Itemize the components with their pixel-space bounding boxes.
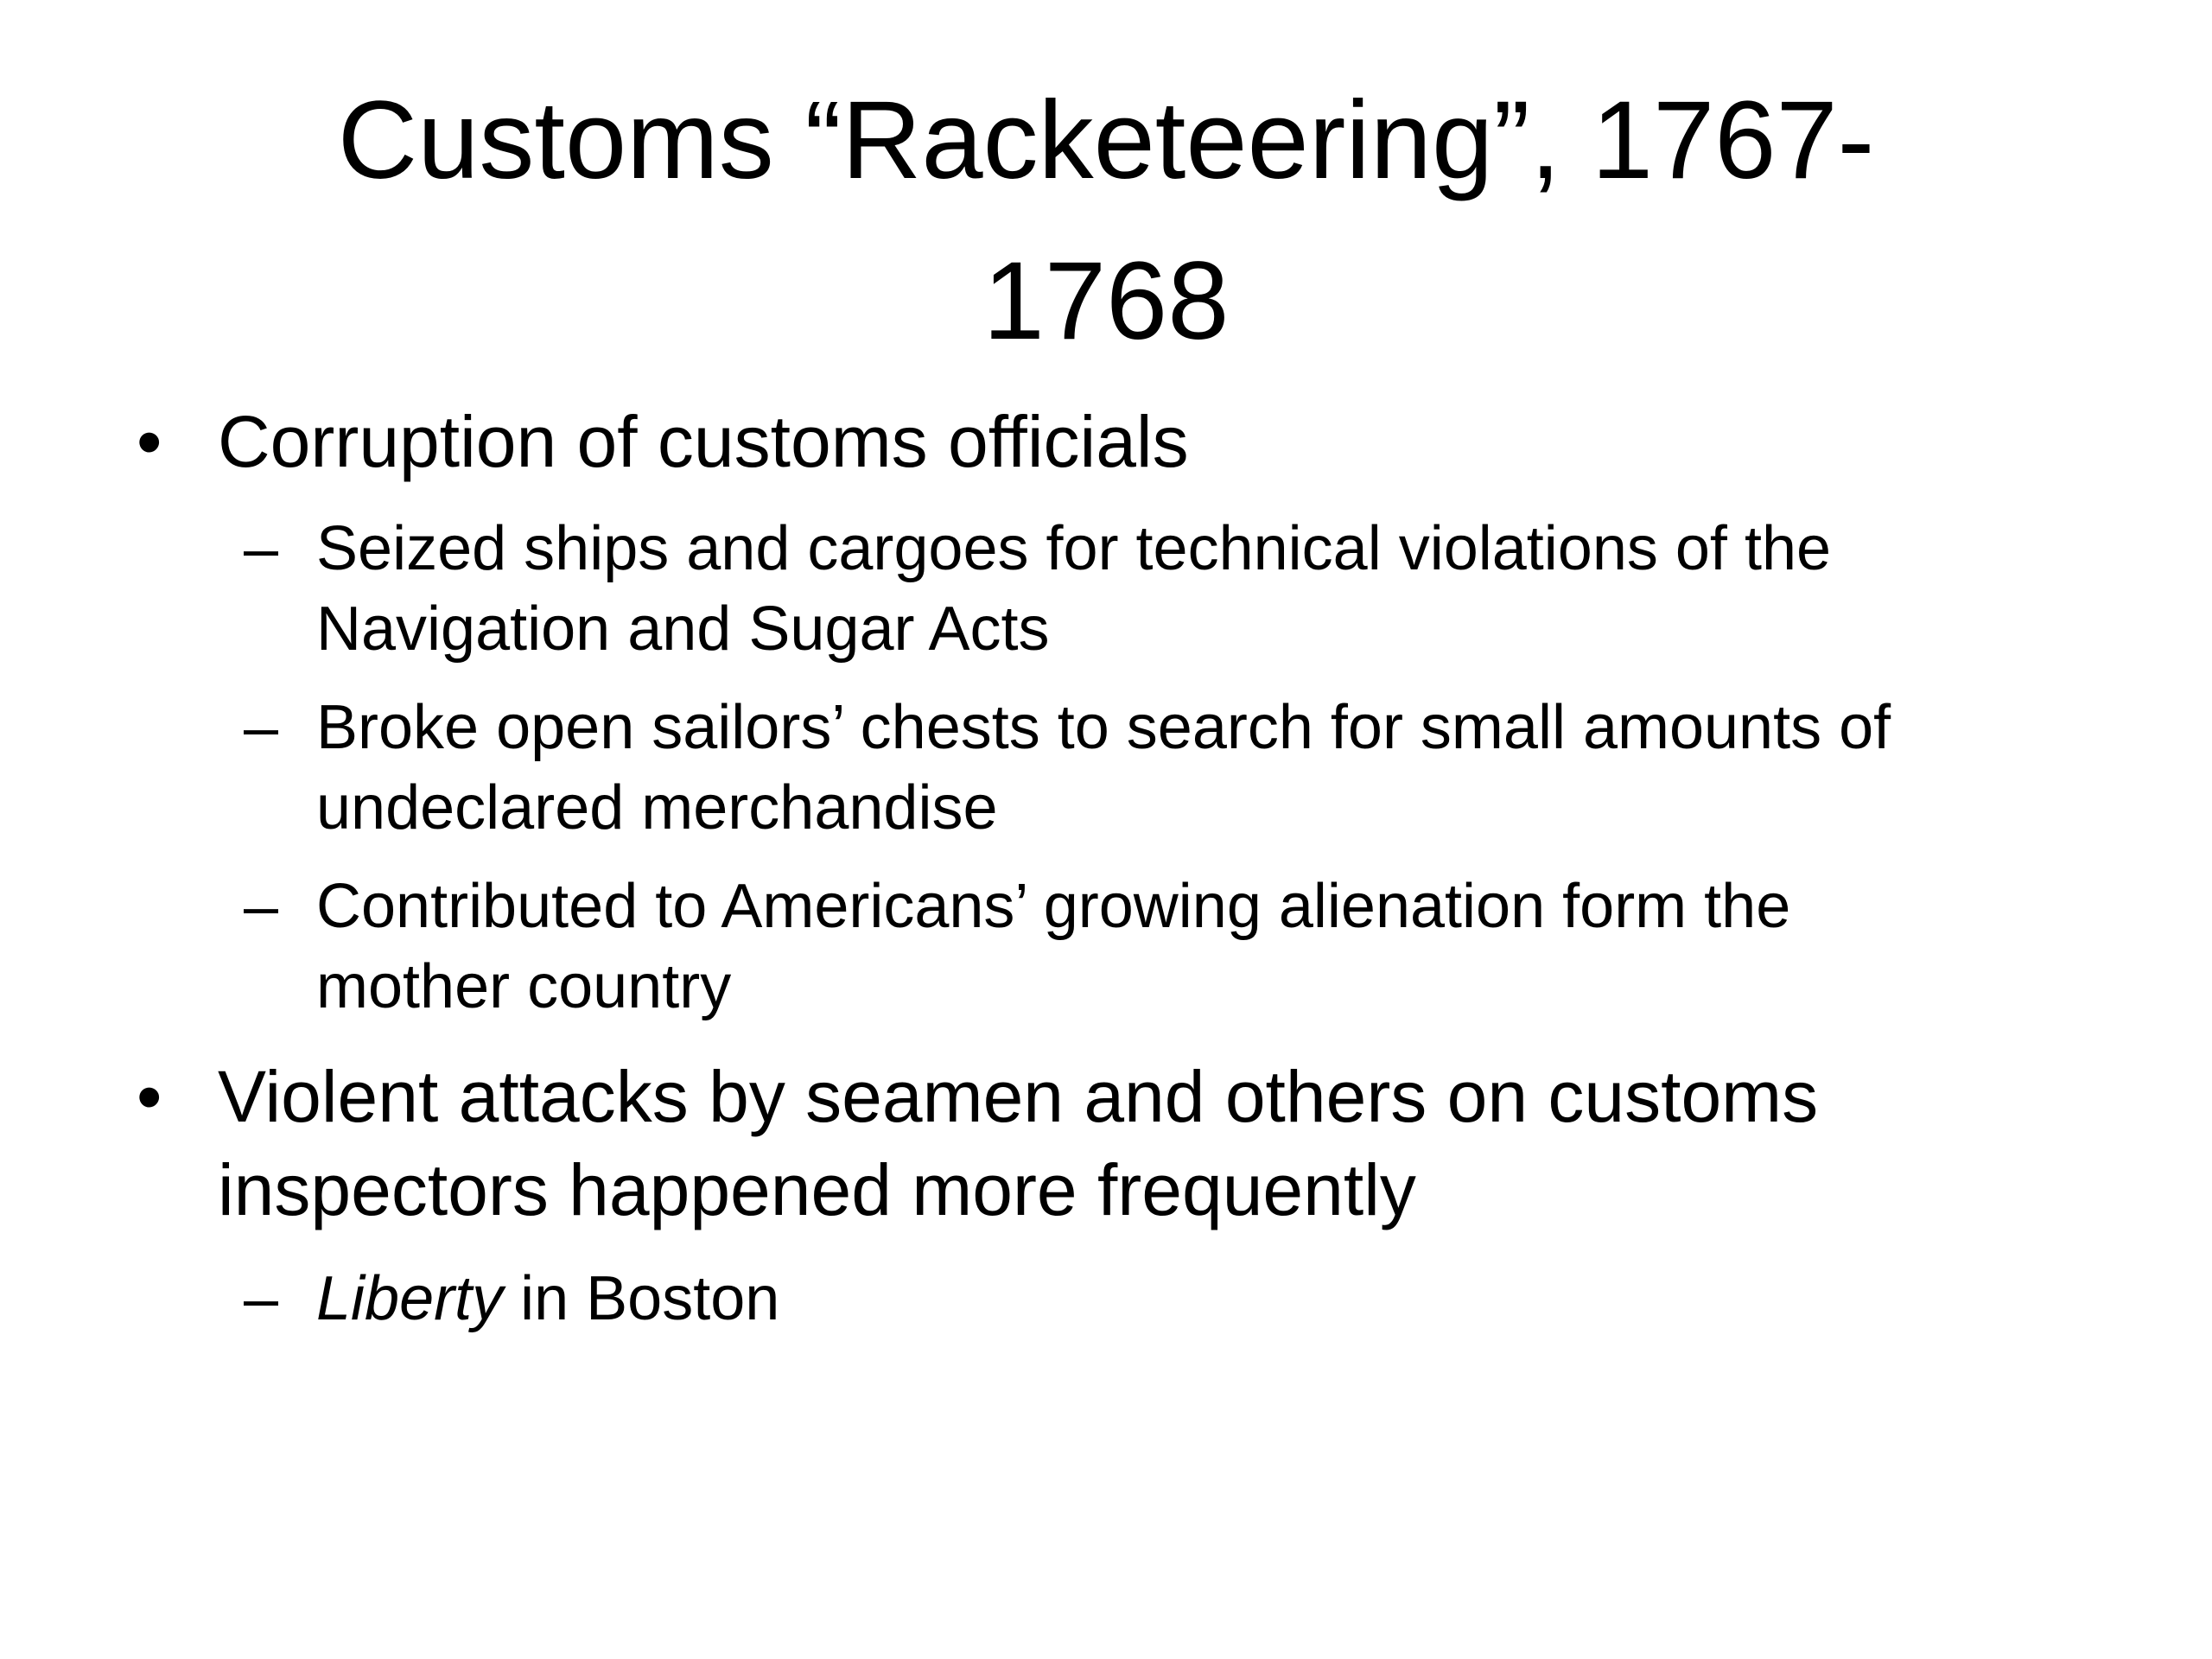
- subbullet-text: mother country: [316, 952, 732, 1021]
- bullet-text: inspectors happened more frequently: [218, 1149, 1416, 1230]
- subbullet-marker: –: [244, 1264, 279, 1333]
- subbullet-text: Navigation and Sugar Acts: [316, 594, 1050, 664]
- slide-title-line-2: 1768: [982, 239, 1230, 363]
- subbullet-text: undeclared merchandise: [316, 773, 998, 842]
- subbullet-marker: –: [244, 872, 279, 941]
- subbullet-marker: –: [244, 514, 279, 583]
- bullet-marker: •: [137, 1056, 162, 1137]
- subbullet-text: Broke open sailors’ chests to search for small amounts of: [316, 693, 1891, 762]
- slide-title-line-1: Customs “Racketeering”, 1767-: [337, 79, 1875, 202]
- subbullet-text: Seized ships and cargoes for technical violations of the: [316, 514, 1832, 583]
- subbullet-marker: –: [244, 693, 279, 762]
- subbullet-text: [316, 1259, 779, 1339]
- bullet-text: Corruption of customs officials: [218, 401, 1189, 482]
- subbullet-text-rest: in Boston: [503, 1264, 780, 1333]
- bullet-marker: •: [137, 401, 162, 482]
- subbullet-text: Contributed to Americans’ growing alienation form the: [316, 872, 1791, 941]
- ship-name-liberty: Liberty: [316, 1264, 504, 1333]
- bullet-text: Violent attacks by seamen and others on customs: [218, 1056, 1819, 1137]
